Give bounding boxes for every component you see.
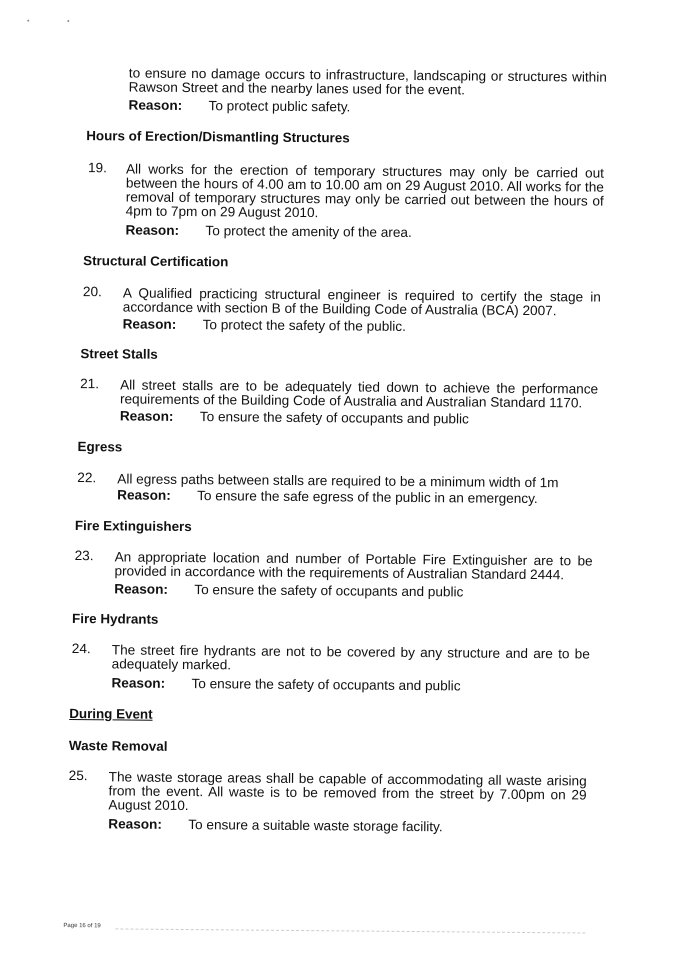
condition-number: 22.: [77, 470, 97, 486]
reason-label: Reason:: [125, 222, 180, 238]
reason-text: To ensure the safety of occupants and public: [191, 676, 461, 694]
reason-text: To ensure the safety of occupants and public: [199, 409, 469, 427]
intro-paragraph: to ensure no damage occurs to infrastructure, landscaping or structures within Rawson Street and the nearby lanes used for the event.: [128, 65, 607, 98]
condition-number: 25.: [68, 767, 88, 784]
condition-text: The waste storage areas shall be capable of accommodating all waste arising from the event. All waste is to be removed from the street by 7.00pm on 29 August 2010.: [108, 769, 587, 814]
reason-text: To ensure the safe egress of the public in an emergency.: [197, 488, 538, 507]
page-footer: Page 16 of 19: [63, 922, 101, 930]
condition-number: 24.: [71, 641, 91, 657]
condition-reason: [123, 316, 406, 333]
reason-label: Reason:: [122, 316, 177, 332]
condition-reason: [114, 581, 463, 599]
condition-text: A Qualified practicing structural engineer is required to certify the stage in accordance with section B of the Building Code of Australia (BCA) 2007.: [122, 285, 601, 319]
condition-number: 20.: [82, 284, 102, 300]
condition-reason: [120, 408, 469, 426]
condition-reason: [125, 222, 411, 239]
reason-label: Reason:: [114, 581, 169, 597]
during-event-heading: During Event: [69, 705, 153, 722]
intro-reason: [129, 97, 351, 114]
section-heading: Hours of Erection/Dismantling Structures: [86, 128, 350, 146]
condition-text: All street stalls are to be adequately tied down to achieve the performance requirements of the Building Code of Australia and Australian Standard 1170.: [119, 377, 599, 411]
section-heading: Egress: [77, 439, 123, 455]
condition-text: An appropriate location and number of Portable Fire Extinguisher are to be provided in accordance with the requirements of Australian Standard 2444.: [114, 549, 593, 583]
scan-mark: [27, 20, 29, 22]
reason-label: Reason:: [128, 97, 183, 113]
condition-text: All egress paths between stalls are required to be a minimum width of 1m: [117, 471, 559, 491]
reason-text: To protect the amenity of the area.: [205, 223, 412, 240]
section-heading: Fire Extinguishers: [74, 518, 192, 535]
section-heading: Fire Hydrants: [72, 611, 159, 627]
section-heading: Waste Removal: [68, 737, 168, 754]
condition-number: 21.: [80, 376, 100, 392]
reason-text: To ensure the safety of occupants and public: [194, 582, 464, 600]
reason-label: Reason:: [111, 675, 166, 691]
condition-text: The street fire hydrants are not to be covered by any structure and are to be adequately marked.: [111, 642, 590, 673]
condition-text: All works for the erection of temporary structures may only be carried out between the hours of 4.00 am to 10.00 am on 29 August 2010. All works for the removal of temporary structures may only be carried out between the hours of 4pm to 7pm on 29 August 2010.: [125, 161, 605, 221]
section-heading: Street Stalls: [80, 346, 158, 362]
condition-number: 19.: [87, 160, 107, 176]
condition-number: 23.: [74, 548, 94, 564]
condition-reason: [117, 487, 538, 506]
reason-label: Reason:: [108, 816, 162, 832]
reason-label: Reason:: [117, 487, 171, 503]
scan-mark: [67, 20, 69, 22]
condition-reason: [111, 675, 460, 693]
condition-reason: [108, 816, 443, 834]
reason-text: To protect public safety.: [208, 98, 351, 115]
section-heading: Structural Certification: [83, 253, 229, 270]
reason-label: Reason:: [119, 408, 174, 424]
footer-divider: [115, 928, 585, 933]
reason-text: To ensure a suitable waste storage facility.: [188, 817, 443, 835]
reason-text: To protect the safety of the public.: [202, 317, 406, 334]
